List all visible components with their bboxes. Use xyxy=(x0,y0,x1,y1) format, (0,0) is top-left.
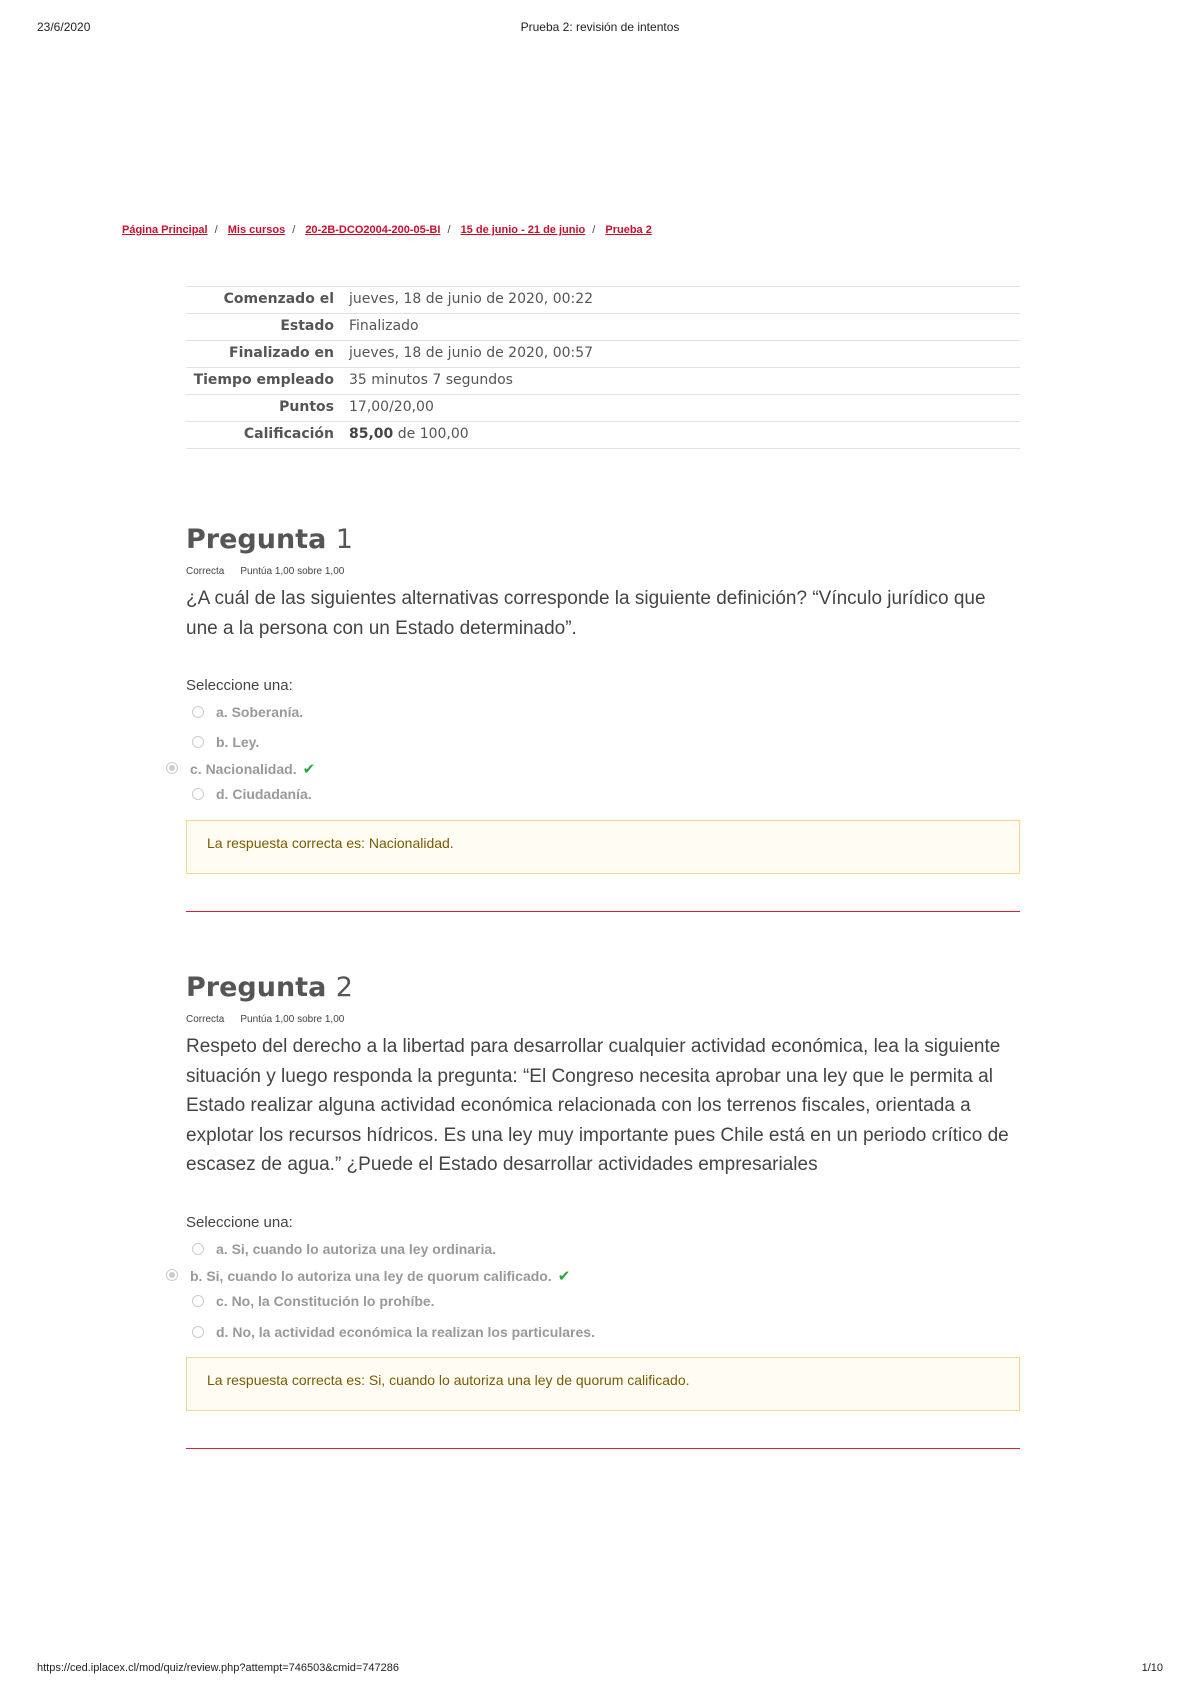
summary-row-finished xyxy=(186,341,1020,368)
grade-number: 85,00 xyxy=(349,426,394,442)
points-label: Puntos xyxy=(186,395,344,422)
question-text: Respeto del derecho a la libertad para desarrollar cualquier actividad económica, lea la siguiente situación y luego responda la pregunta: “El Congreso necesita aprobar una ley que le permita al Estado realizar alguna actividad económica relacionada con los terrenos fiscales, orientada a explotar los recursos hídricos. Es una ley muy importante pues Chile está en un periodo crítico de escasez de agua.” ¿Puede el Estado desarrollar actividades empresariales xyxy=(186,1036,1009,1175)
question-info xyxy=(186,566,1020,580)
state-label: Estado xyxy=(186,314,344,341)
question-status: Correcta xyxy=(186,1014,225,1025)
breadcrumb-week-link[interactable]: 15 de junio - 21 de junio xyxy=(460,224,586,236)
grade-max: de 100,00 xyxy=(397,426,469,442)
radio-selected-icon[interactable] xyxy=(166,1269,178,1281)
radio-option-c[interactable] xyxy=(192,1295,204,1307)
option-d: d. Ciudadanía. xyxy=(216,786,312,802)
grade-label: Calificación xyxy=(186,422,344,449)
time-value: 35 minutos 7 segundos xyxy=(344,368,1020,395)
print-footer xyxy=(37,1662,1163,1678)
check-icon: ✔ xyxy=(302,761,316,778)
attempt-summary-table xyxy=(186,286,1020,449)
option-a: a. Si, cuando lo autoriza una ley ordinaria. xyxy=(216,1240,497,1257)
select-one-prompt: Seleccione una: xyxy=(186,677,293,694)
question-label: Pregunta xyxy=(186,972,327,1003)
question-number: 1 xyxy=(335,524,353,555)
select-one-prompt: Seleccione una: xyxy=(186,1213,293,1231)
finished-label: Finalizado en xyxy=(186,341,344,368)
question-2 xyxy=(186,972,1020,1388)
summary-row-points xyxy=(186,395,1020,422)
question-score: Puntúa 1,00 sobre 1,00 xyxy=(240,1014,345,1025)
question-heading xyxy=(186,524,1020,562)
option-c: c. Nacionalidad. xyxy=(190,761,297,777)
breadcrumb-course-link[interactable]: 20-2B-DCO2004-200-05-BI xyxy=(305,224,441,236)
print-page-number: 1/10 xyxy=(1141,1662,1163,1674)
option-a: a. Soberanía. xyxy=(216,704,304,720)
option-b: b. Ley. xyxy=(216,734,260,750)
started-value: jueves, 18 de junio de 2020, 00:22 xyxy=(344,287,1020,314)
option-b: b. Si, cuando lo autoriza una ley de quorum calificado. xyxy=(190,1267,552,1284)
question-label: Pregunta xyxy=(186,524,327,555)
grade-value xyxy=(344,422,1020,449)
state-value: Finalizado xyxy=(344,314,1020,341)
question-1 xyxy=(186,524,1020,851)
print-url: https://ced.iplacex.cl/mod/quiz/review.php?attempt=746503&cmid=747286 xyxy=(37,1662,400,1674)
summary-row-state xyxy=(186,314,1020,341)
check-icon: ✔ xyxy=(557,1267,571,1285)
radio-option-d[interactable] xyxy=(192,788,204,800)
print-header xyxy=(37,20,1163,36)
print-date: 23/6/2020 xyxy=(37,20,91,34)
option-c-selected xyxy=(190,760,315,778)
radio-option-a[interactable] xyxy=(192,1243,204,1255)
breadcrumb: Página Principal / Mis cursos / 20-2B-DCO2004-200-05-BI / 15 de junio - 21 de junio / Prueba 2 xyxy=(122,224,652,236)
option-c: c. No, la Constitución lo prohíbe. xyxy=(216,1292,435,1309)
question-score: Puntúa 1,00 sobre 1,00 xyxy=(240,566,345,577)
question-heading xyxy=(186,972,1020,1010)
summary-row-started xyxy=(186,287,1020,314)
started-label: Comenzado el xyxy=(186,287,344,314)
question-divider xyxy=(186,911,1020,912)
question-info xyxy=(186,1014,1020,1028)
correct-answer-feedback: La respuesta correcta es: Nacionalidad. xyxy=(186,820,1020,874)
summary-row-time xyxy=(186,368,1020,395)
breadcrumb-home-link[interactable]: Página Principal xyxy=(122,224,208,236)
radio-option-b[interactable] xyxy=(192,736,204,748)
question-text: ¿A cuál de las siguientes alternativas corresponde la siguiente definición? “Vínculo jurídico que une a la persona con un Estado determinado”. xyxy=(186,588,986,639)
radio-option-a[interactable] xyxy=(192,706,204,718)
breadcrumb-my-courses-link[interactable]: Mis cursos xyxy=(227,224,286,236)
print-title: Prueba 2: revisión de intentos xyxy=(520,20,680,34)
radio-selected-icon[interactable] xyxy=(166,762,178,774)
option-d: d. No, la actividad económica la realizan los particulares. xyxy=(216,1323,595,1340)
summary-row-grade xyxy=(186,422,1020,449)
finished-value: jueves, 18 de junio de 2020, 00:57 xyxy=(344,341,1020,368)
question-number: 2 xyxy=(335,972,353,1003)
option-b-selected xyxy=(190,1267,570,1285)
breadcrumb-quiz-link[interactable]: Prueba 2 xyxy=(605,224,652,236)
time-label: Tiempo empleado xyxy=(186,368,344,395)
question-status: Correcta xyxy=(186,566,225,577)
correct-answer-feedback: La respuesta correcta es: Si, cuando lo autoriza una ley de quorum calificado. xyxy=(186,1357,1020,1411)
question-divider xyxy=(186,1448,1020,1449)
points-value: 17,00/20,00 xyxy=(344,395,1020,422)
radio-option-d[interactable] xyxy=(192,1326,204,1338)
